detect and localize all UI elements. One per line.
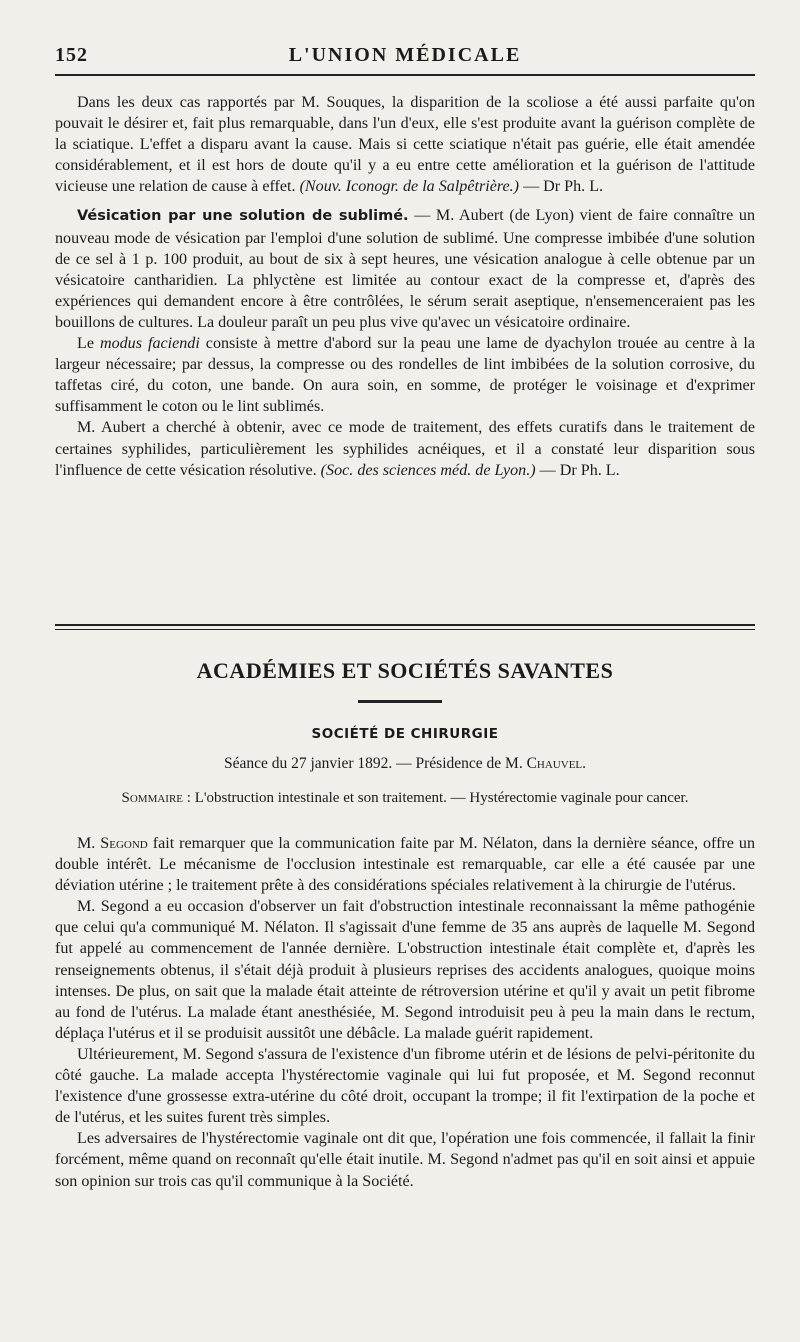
paragraph-segond-followup: Ultérieurement, M. Segond s'assura de l'existence d'un fibrome utérin et de lésions de pelvi-péritonite du côté gauche. La malade accepta l'hystérectomie vaginale qui lui fut proposée, et M. Segond reconnut l'existence d'une grossesse extra-utérine du côté droit, occupant la trompe; il fit l'extirpation de la poche et de l'utérus, et les suites furent très simples. — [55, 1045, 755, 1127]
section-scoliosis-vesication — [55, 92, 755, 481]
running-head: L'UNION MÉDICALE — [288, 44, 522, 66]
paragraph-aubert-results: M. Aubert a cherché à obtenir, avec ce mode de traitement, des effets curatifs dans le traitement de certaines syphilides, particulièrement les syphilides acnéiques, et il a constaté leur disparition sous l'influence de cette vésication résolutive. (Soc. des sciences méd. de Lyon.) — Dr Ph. L. — [55, 419, 755, 479]
paragraph-segond-opinion: Les adversaires de l'hystérectomie vaginale ont dit que, l'opération une fois commencée, il fallait la finir forcément, même quand on reconnaît qu'elle était inutile. M. Segond n'admet pas qu'il en soit ainsi et appuie son opinion sur trois cas qu'il communique à la Société. — [55, 1130, 755, 1190]
article-heading: Vésication par une solution de sublimé. — [77, 208, 409, 225]
title-underline — [358, 700, 442, 703]
author-signature: — Dr Ph. L. — [539, 461, 620, 479]
session-line: Séance du 27 janvier 1892. — Présidence de M. Chauvel. — [223, 755, 587, 772]
paragraph-modus-faciendi: Le modus faciendi consiste à mettre d'abord sur la peau une lame de dyachylon trouée au centre à la largeur nécessaire; par dessus, la compresse ou des rondelles de lint imbibées de la solution corrosive, du taffetas ciré, du coton, une bande. On aura soin, en somme, de protéger le voisinage et d'exprimer suffisamment le coton ou le lint sublimés. — [55, 335, 755, 416]
page-header — [55, 40, 755, 74]
speaker-name: M. Segond — [77, 835, 148, 852]
header-rule — [55, 74, 755, 76]
section-divider-thin — [55, 629, 755, 630]
paragraph-scoliosis: Dans les deux cas rapportés par M. Souques, la disparition de la scoliose a été aussi parfaite qu'on pouvait le désirer et, fait plus remarquable, dans l'un d'eux, elle s'est produite avant la guérison complète de la sciatique. L'effet a disparu avant la cause. Mais si cette sciatique n'était pas guérie, elle était amendée considérablement, et il est hors de doute qu'il y a eu entre cette amélioration et la guérison de l'attitude vicieuse une relation de cause à effet. (Nouv. Iconogr. de la Salpêtrière.) — Dr Ph. L. — [55, 94, 755, 196]
summary: Sommaire : L'obstruction intestinale et son traitement. — Hystérectomie vaginale pour cancer. — [121, 790, 689, 806]
paragraph-segond-intro: M. Segond fait remarquer que la communication faite par M. Nélaton, dans la dernière séance, offre un double intérêt. Le mécanisme de l'occlusion intestinale est remarquable, car elle a été causée par une déviation utérine ; le traitement prête à des considérations spéciales relativement à la chirurgie de l'utérus. — [55, 835, 755, 895]
paragraph-segond-case: M. Segond a eu occasion d'observer un fait d'obstruction intestinale reconnaissant la même pathogénie que celui qu'a communiqué M. Nélaton. Il s'agissait d'une femme de 35 ans auprès de laquelle M. Segond fut appelé au commencement de l'année dernière. L'obstruction intestinale était complète et, d'après les renseignements obtenus, il s'était déjà produit à plusieurs reprises des accidents analogues, quoique moins intenses. De plus, on sait que la malade était atteinte de rétroversion utérine et qu'il y avait un petit fibrome au fond de l'utérus. La malade étant anesthésiée, M. Segond introduisit peu à peu la main dans le rectum, déplaça l'utérus et il se produisit aussitôt une débâcle. La malade guérit rapidement. — [55, 898, 755, 1042]
source-citation: (Nouv. Iconogr. de la Salpêtrière.) — [299, 178, 520, 196]
section-divider — [55, 624, 755, 626]
president-name: Chauvel. — [526, 755, 587, 772]
section-title: ACADÉMIES ET SOCIÉTÉS SAVANTES — [196, 658, 614, 683]
source-citation: (Soc. des sciences méd. de Lyon.) — [320, 461, 536, 479]
paragraph-vesication: Vésication par une solution de sublimé. — M. Aubert (de Lyon) vient de faire connaître un nouveau mode de vésication par l'emploi d'une solution de sublimé. Une compresse imbibée d'une solution de ce sel à 1 p. 100 produit, au bout de six à sept heures, une vésication analogue à celle obtenue par un vésicatoire cantharidien. La phlyctène est limitée au contour exact de la compresse et, d'après des expériences qui demandent encore à être contrôlées, le sérum serait aseptique, n'ensemenceraient pas les bouillons de cultures. La douleur paraît un peu plus vive qu'avec un vésicatoire ordinaire. — [55, 207, 755, 331]
page-number: 152 — [55, 44, 88, 66]
section-segond — [55, 833, 755, 1192]
author-signature: — Dr Ph. L. — [523, 178, 604, 196]
summary-label: Sommaire : — [121, 790, 191, 806]
society-title: SOCIÉTÉ DE CHIRURGIE — [311, 726, 499, 742]
